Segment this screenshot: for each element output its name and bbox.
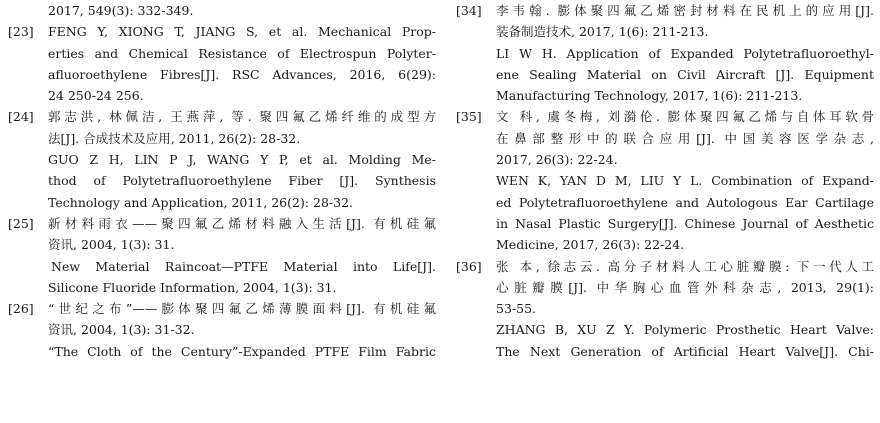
reference-line: 2017, 26(3): 22-24. xyxy=(496,152,618,168)
reference-number: [36] xyxy=(456,258,482,274)
reference-line: 装备制造技术, 2017, 1(6): 211-213. xyxy=(496,24,709,40)
reference-line: New Material Raincoat—PTFE Material into Life[J]. xyxy=(51,258,436,274)
reference-26 xyxy=(8,298,436,362)
reference-22-continuation xyxy=(8,0,436,21)
reference-23 xyxy=(8,21,436,106)
reference-line: Technology and Application, 2011, 26(2): 28-32. xyxy=(48,194,354,210)
reference-line: 新材料雨衣——聚四氟乙烯材料融入生活[J]. 有机硅氟 xyxy=(48,215,436,231)
reference-36 xyxy=(456,256,874,362)
reference-line: afluoroethylene Fibres[J]. RSC Advances, 2016, 6(29): xyxy=(48,66,436,82)
reference-34 xyxy=(456,0,874,106)
reference-line: erties and Chemical Resistance of Electrospun Polyter- xyxy=(48,45,436,61)
reference-number: [23] xyxy=(8,24,34,40)
reference-number: [34] xyxy=(456,3,482,18)
reference-line: WEN K, YAN D M, LIU Y L. Combination of Expand- xyxy=(496,173,874,189)
reference-line: 资讯, 2004, 1(3): 31-32. xyxy=(48,322,195,338)
reference-line: 2017, 549(3): 332-349. xyxy=(48,3,194,18)
reference-line: 在鼻部整形中的联合应用[J]. 中国美容医学杂志, xyxy=(496,130,874,146)
reference-line: “The Cloth of the Century”-Expanded PTFE Film Fabric xyxy=(48,343,436,359)
right-column xyxy=(456,0,874,362)
reference-line: in Nasal Plastic Surgery[J]. Chinese Journal of Aesthetic xyxy=(496,215,874,231)
reference-line: 53-55. xyxy=(496,301,537,317)
reference-24 xyxy=(8,106,436,212)
reference-line: GUO Z H, LIN P J, WANG Y P, et al. Molding Me- xyxy=(48,152,436,168)
reference-line: Silicone Fluoride Information, 2004, 1(3): 31. xyxy=(48,279,337,295)
reference-line: LI W H. Application of Expanded Polytetrafluoroethyl- xyxy=(496,45,874,61)
reference-line: FENG Y, XIONG T, JIANG S, et al. Mechanical Prop- xyxy=(48,24,436,40)
reference-line: 文 科, 虞冬梅, 刘漪伦. 膨体聚四氟乙烯与自体耳软骨 xyxy=(496,109,874,125)
reference-25 xyxy=(8,213,436,298)
reference-number: [25] xyxy=(8,215,34,231)
left-column xyxy=(8,0,436,362)
reference-number: [26] xyxy=(8,301,34,317)
reference-line: “世纪之布”——膨体聚四氟乙烯薄膜面料[J]. 有机硅氟 xyxy=(48,301,436,317)
reference-line: ed Polytetrafluoroethylene and Autologous Ear Cartilage xyxy=(496,194,874,210)
reference-line: thod of Polytetrafluoroethylene Fiber [J]. Synthesis xyxy=(48,173,436,189)
reference-line: 郭志洪, 林佩洁, 王燕萍, 等. 聚四氟乙烯纤维的成型方 xyxy=(48,109,436,125)
reference-line: ene Sealing Material on Civil Aircraft [J]. Equipment xyxy=(496,66,874,82)
reference-line: 法[J]. 合成技术及应用, 2011, 26(2): 28-32. xyxy=(48,130,301,146)
reference-line: 李韦翰. 膨体聚四氟乙烯密封材料在民机上的应用[J]. xyxy=(496,3,874,18)
reference-line: 心脏瓣膜[J]. 中华胸心血管外科杂志, 2013, 29(1): xyxy=(496,279,874,295)
reference-number: [35] xyxy=(456,109,482,125)
reference-line: Medicine, 2017, 26(3): 22-24. xyxy=(496,237,685,253)
reference-line: 资讯, 2004, 1(3): 31. xyxy=(48,237,175,253)
reference-line: 24 250-24 256. xyxy=(48,88,144,104)
reference-line: 张 本, 徐志云. 高分子材料人工心脏瓣膜: 下一代人工 xyxy=(496,258,874,274)
reference-line: ZHANG B, XU Z Y. Polymeric Prosthetic Heart Valve: xyxy=(496,322,874,338)
reference-number: [24] xyxy=(8,109,34,125)
reference-35 xyxy=(456,106,874,255)
reference-line: Manufacturing Technology, 2017, 1(6): 211-213. xyxy=(496,88,803,104)
reference-line: The Next Generation of Artificial Heart Valve[J]. Chi- xyxy=(496,343,874,359)
